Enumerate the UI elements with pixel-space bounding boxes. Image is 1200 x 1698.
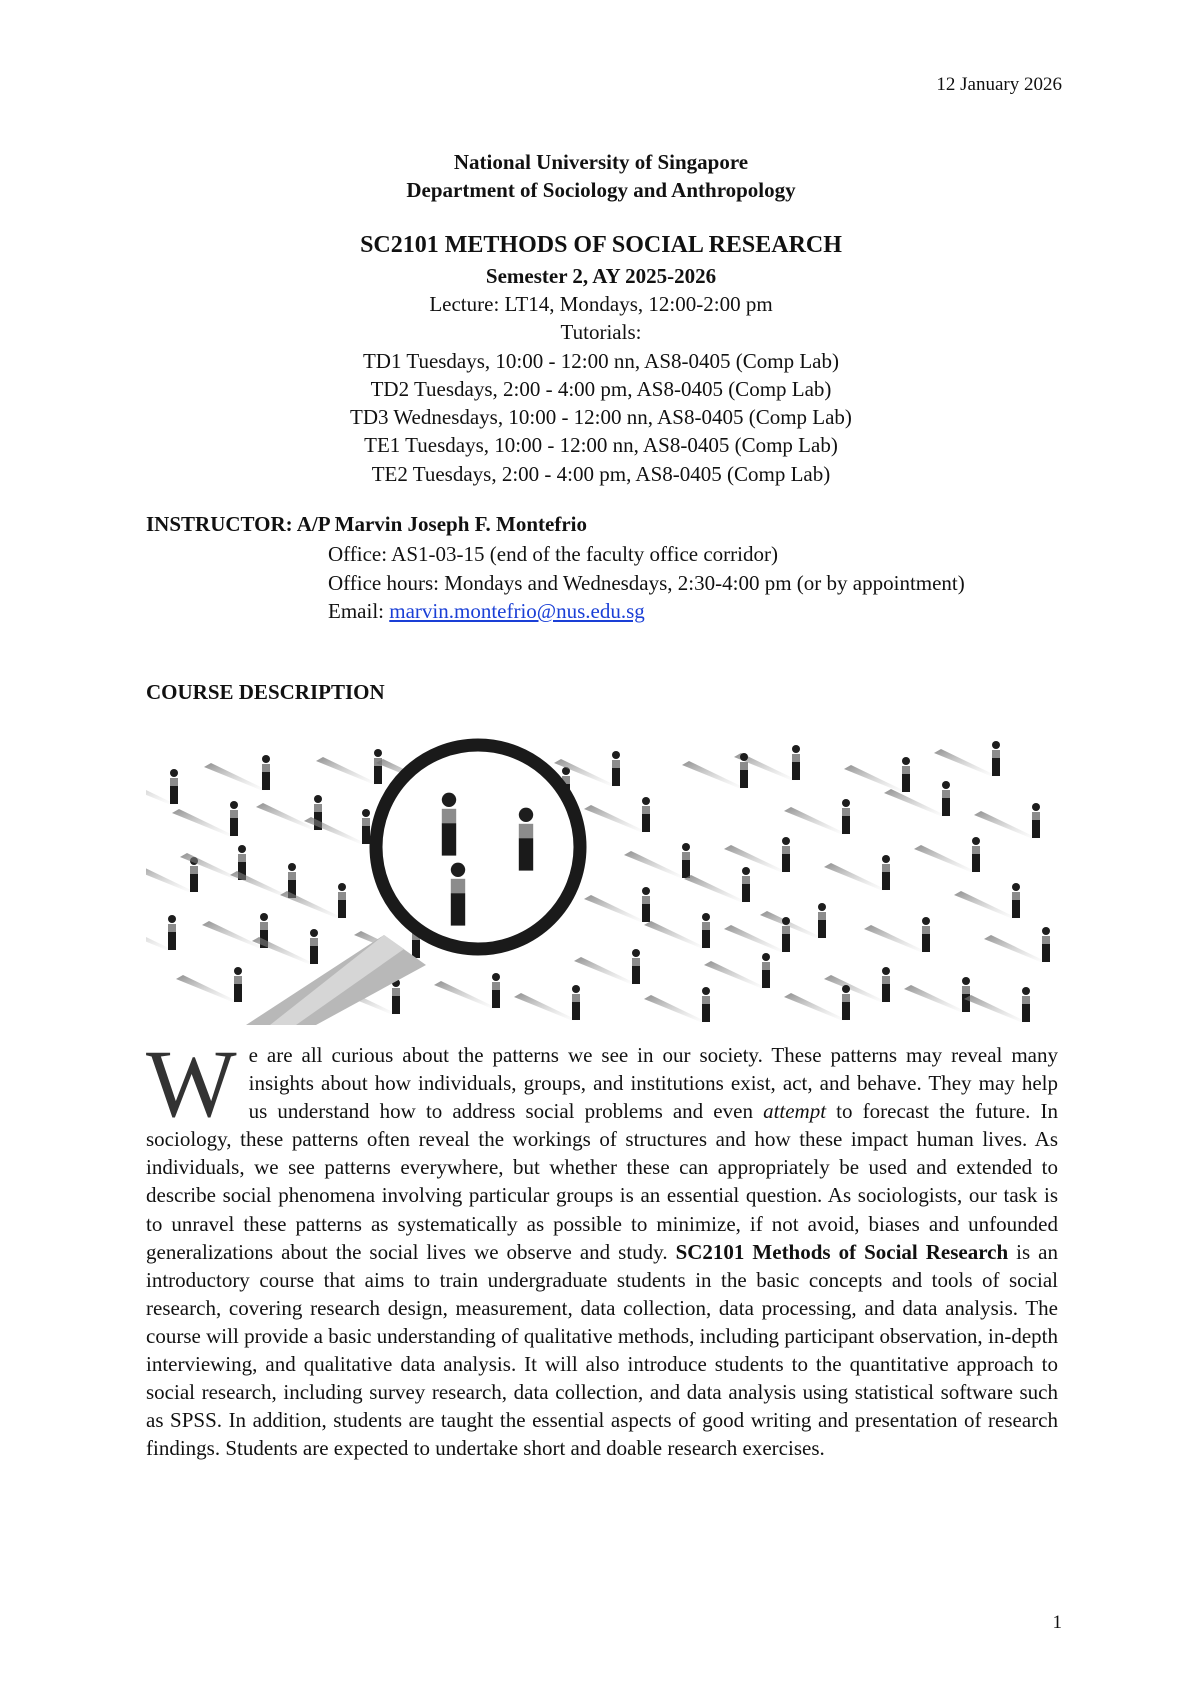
instructor-details [328,540,968,626]
instructor-hours: Office hours: Mondays and Wednesdays, 2:30-4:00 pm (or by appointment) [328,570,965,595]
tutorials-label: Tutorials: [560,320,642,345]
course-title: SC2101 METHODS OF SOCIAL RESEARCH [360,232,842,258]
department-name: Department of Sociology and Anthropology [406,178,796,202]
drop-cap: W [146,1030,237,1137]
description-text-1: e are all curious about the patterns we see in our society. These patterns may reveal many insights about how individuals, groups, and institutions exist, act, and behave. They may help us understand how to address social problems and even [248,1043,1058,1124]
description-text-3: is an introductory course that aims to train undergraduate students in the basic concepts and tools of social research, covering research design, measurement, data collection, data processing, and data analysis. The course will provide a basic understanding of qualitative methods, including participant observation, in-depth interviewing, and qualitative data analysis. It will also introduce students to the quantitative approach to social research, including survey research, data collection, and data analysis using statistical software such as SPSS. In addition, students are taught the essential aspects of good writing and presentation of research findings. Students are expected to undertake short and doable research exercises. [146,1239,1058,1461]
tutorial-slot: TE2 Tuesdays, 2:00 - 4:00 pm, AS8-0405 (Comp Lab) [371,461,831,486]
tutorial-slot: TE1 Tuesdays, 10:00 - 12:00 nn, AS8-0405 (Comp Lab) [364,433,838,458]
institution-block [146,148,1056,204]
instructor-office: Office: AS1-03-15 (end of the faculty office corridor) [328,542,778,566]
page-number: 1 [1052,1612,1062,1633]
description-course-name: SC2101 Methods of Social Research [675,1239,1009,1264]
tutorial-slot: TD2 Tuesdays, 2:00 - 4:00 pm, AS8-0405 (Comp Lab) [370,376,832,401]
magnifying-glass-crowd-illustration [146,735,1058,1025]
description-emphasis: attempt [763,1099,827,1124]
email-link[interactable]: marvin.montefrio@nus.edu.sg [389,599,645,623]
instructor-heading: INSTRUCTOR: A/P Marvin Joseph F. Montefrio [146,512,588,536]
tutorial-slot: TD1 Tuesdays, 10:00 - 12:00 nn, AS8-0405 (Comp Lab) [362,348,839,373]
description-text-2: to forecast the future. In sociology, these patterns often reveal the workings of structures and how these impact human lives. As individuals, we see patterns everywhere, but whether these can appropriately be used and extended to describe social phenomena involving particular groups is an essential question. As sociologists, our task is to unravel these patterns as systematically as possible to minimize, if not avoid, biases and unfounded generalizations about the social lives we observe and study. [146,1099,1058,1264]
course-semester: Semester 2, AY 2025-2026 [485,264,717,288]
document-date: 12 January 2026 [936,74,1062,95]
course-description-heading: COURSE DESCRIPTION [146,680,385,704]
course-description-paragraph [146,1030,1058,1462]
tutorial-slot: TD3 Wednesdays, 10:00 - 12:00 nn, AS8-0405 (Comp Lab) [350,405,852,430]
lecture-info: Lecture: LT14, Mondays, 12:00-2:00 pm [429,292,773,316]
schedule-block [146,290,1056,488]
university-name: National University of Singapore [453,150,749,174]
instructor-email-line [328,597,968,626]
email-label: Email: [328,599,390,623]
